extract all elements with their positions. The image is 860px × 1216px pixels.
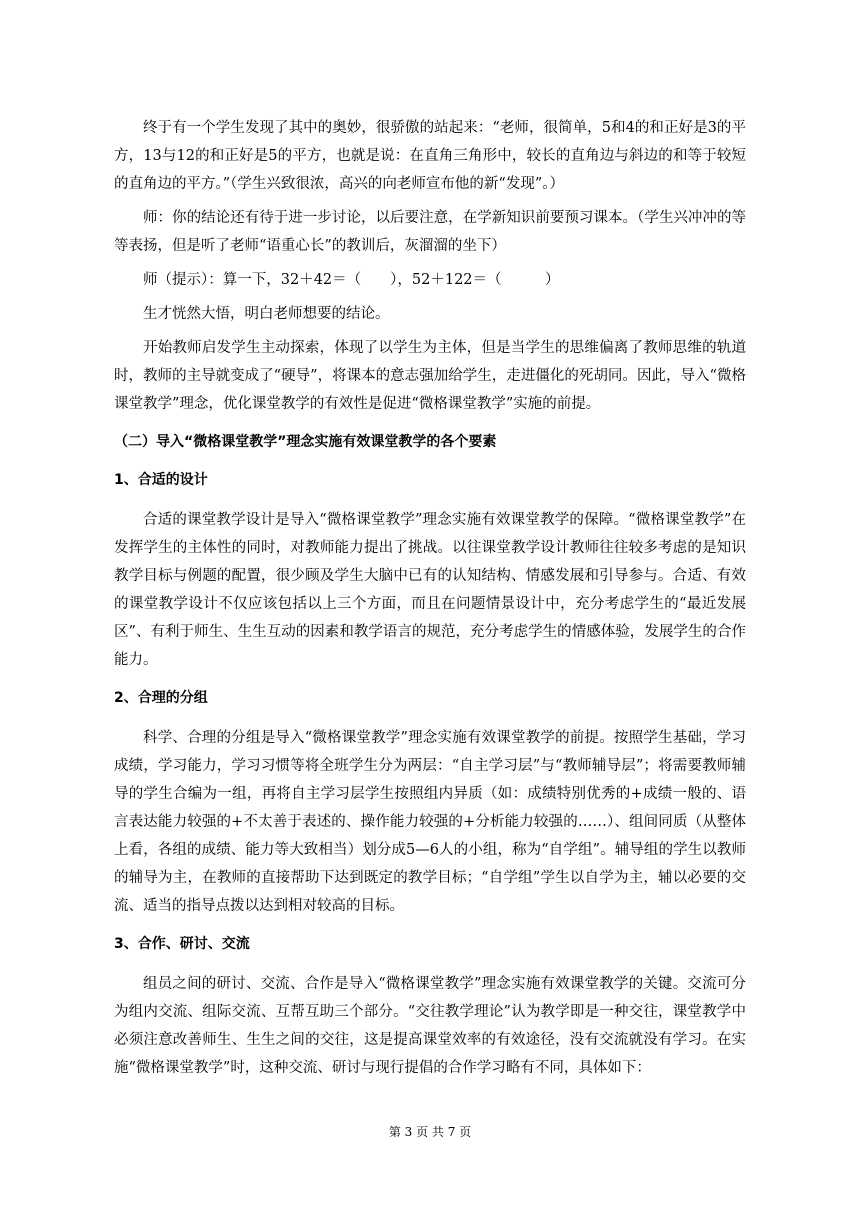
paragraph-design: 合适的课堂教学设计是导入“微格课堂教学”理念实施有效课堂教学的保障。“微格课堂教学”在发挥学生的主体性的同时，对教师能力提出了挑战。以往课堂教学设计教师往往较多考虑的是知识教学目标与例题的配置，很少顾及学生大脑中已有的认知结构、情感发展和引导参与。合适、有效的课堂教学设计不仅应该包括以上三个方面，而且在问题情景设计中，充分考虑学生的“最近发展区”、有利于师生、生生互动的因素和教学语言的规范，充分考虑学生的情感体验，发展学生的合作能力。	[114, 512, 746, 668]
section-heading: （二）导入“微格课堂教学”理念实施有效课堂教学的各个要素	[114, 434, 497, 450]
page-body	[114, 114, 746, 1082]
page-footer	[0, 1124, 860, 1140]
paragraph-teacher-response: 师：你的结论还有待于进一步讨论，以后要注意，在学新知识前要预习课本。（学生兴冲冲的等等表扬，但是听了老师“语重心长”的教训后，灰溜溜的坐下）	[114, 210, 746, 254]
subsection-heading-cooperation: 3、合作、研讨、交流	[114, 936, 250, 952]
subsection-heading-design: 1、合适的设计	[114, 472, 208, 488]
paragraph-student-discovery: 终于有一个学生发现了其中的奥妙，很骄傲的站起来：“老师，很简单，5和4的和正好是3的平方，13与12的和正好是5的平方，也就是说：在直角三角形中，较长的直角边与斜边的和等于较短的直角边的平方。”（学生兴致很浓，高兴的向老师宣布他的新“发现”。）	[114, 120, 746, 192]
paragraph-cooperation: 组员之间的研讨、交流、合作是导入“微格课堂教学”理念实施有效课堂教学的关键。交流可分为组内交流、组际交流、互帮互助三个部分。“交往教学理论”认为教学即是一种交往，课堂教学中必须注意改善师生、生生之间的交往，这是提高课堂效率的有效途径，没有交流就没有学习。在实施“微格课堂教学”时，这种交流、研讨与现行提倡的合作学习略有不同，具体如下：	[114, 976, 746, 1076]
paragraph-analysis: 开始教师启发学生主动探索，体现了以学生为主体，但是当学生的思维偏离了教师思维的轨道时，教师的主导就变成了“硬导”，将课本的意志强加给学生，走进僵化的死胡同。因此，导入“微格课堂教学”理念，优化课堂教学的有效性是促进“微格课堂教学”实施的前提。	[114, 340, 746, 412]
paragraph-grouping: 科学、合理的分组是导入“微格课堂教学”理念实施有效课堂教学的前提。按照学生基础，学习成绩，学习能力，学习习惯等将全班学生分为两层：“自主学习层”与“教师辅导层”；将需要教师辅导的学生合编为一组，再将自主学习层学生按照组内异质（如：成绩特别优秀的+成绩一般的、语言表达能力较强的+不太善于表述的、操作能力较强的+分析能力较强的……）、组间同质（从整体上看，各组的成绩、能力等大致相当）划分成5—6人的小组，称为“自学组”。辅导组的学生以教师的辅导为主，在教师的直接帮助下达到既定的教学目标；“自学组”学生以自学为主，辅以必要的交流、适当的指导点拨以达到相对较高的目标。	[114, 730, 746, 914]
paragraph-teacher-hint: 师（提示）：算一下，32＋42＝（ ），52＋122＝（ ）	[143, 272, 560, 288]
page-number: 第 3 页 共 7 页	[388, 1125, 472, 1139]
subsection-heading-grouping: 2、合理的分组	[114, 690, 208, 706]
paragraph-student-realization: 生才恍然大悟，明白老师想要的结论。	[143, 306, 390, 322]
